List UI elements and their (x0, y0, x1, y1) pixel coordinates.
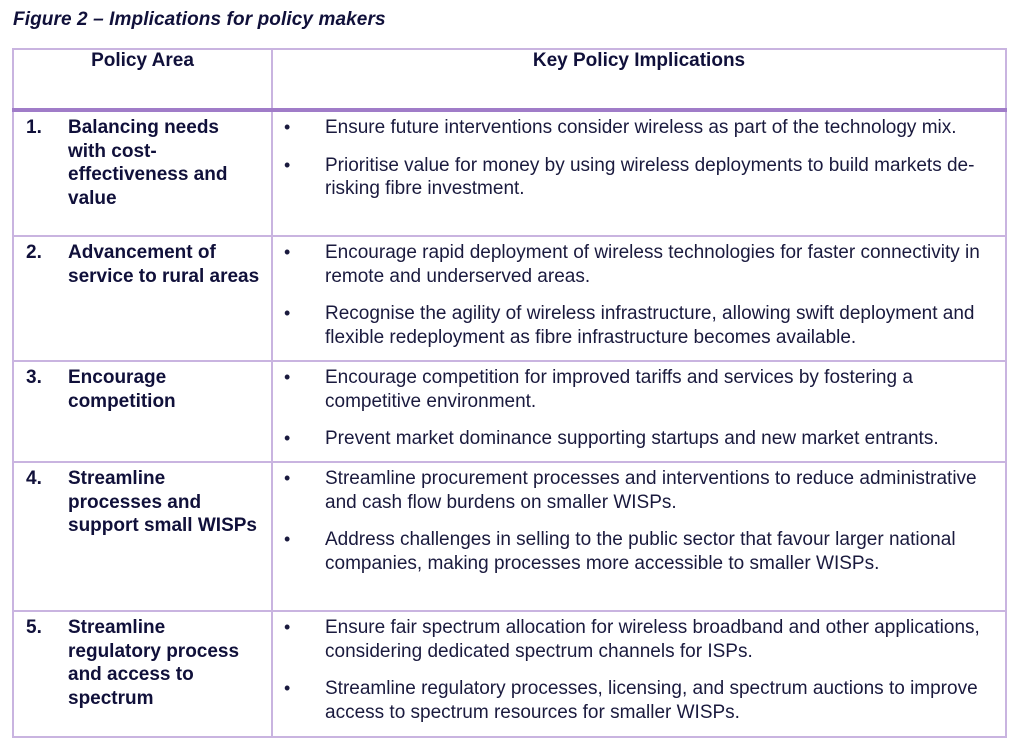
implication-text: Prevent market dominance supporting startups and new market entrants. (325, 428, 939, 449)
policy-area-cell (13, 611, 272, 737)
list-item (273, 528, 999, 575)
implication-text: Streamline regulatory processes, licensing, and spectrum auctions to improve access to spectrum resources for smaller WISPs. (325, 678, 978, 723)
bullet-icon: • (284, 303, 291, 323)
list-item (273, 241, 999, 288)
implications-list (273, 362, 1005, 451)
implication-text: Recognise the agility of wireless infrastructure, allowing swift deployment and flexible redeployment as fibre infrastructure becomes available. (325, 303, 975, 348)
implication-text: Prioritise value for money by using wireless deployments to build markets de-risking fibre investment. (325, 154, 975, 199)
policy-area-title: Streamline regulatory process and access to spectrum (68, 617, 240, 709)
bullet-icon: • (284, 428, 291, 448)
table-row (13, 611, 1006, 737)
policy-area-title: Balancing needs with cost-effectiveness and value (68, 117, 228, 209)
list-item (273, 366, 999, 413)
list-item (273, 116, 999, 140)
implication-text: Ensure fair spectrum allocation for wireless broadband and other applications, considering dedicated spectrum channels for ISPs. (325, 617, 980, 662)
implication-text: Streamline procurement processes and interventions to reduce administrative and cash flow burdens on smaller WISPs. (325, 468, 977, 513)
implications-cell (272, 611, 1006, 737)
table-row (13, 236, 1006, 361)
list-item (273, 427, 999, 451)
implications-cell (272, 462, 1006, 611)
table-row (13, 361, 1006, 462)
bullet-icon: • (284, 617, 291, 637)
table-row (13, 110, 1006, 236)
implications-cell (272, 236, 1006, 361)
list-item (273, 154, 999, 201)
implications-cell (272, 110, 1006, 236)
implications-list (273, 237, 1005, 349)
figure-caption: Figure 2 – Implications for policy makers (13, 9, 386, 30)
implication-text: Encourage rapid deployment of wireless technologies for faster connectivity in remote and underserved areas. (325, 242, 980, 287)
table-row (13, 462, 1006, 611)
implications-cell (272, 361, 1006, 462)
bullet-icon: • (284, 154, 291, 175)
policy-area-title: Streamline processes and support small WISPs (68, 468, 257, 536)
policy-area-title: Advancement of service to rural areas (68, 242, 260, 287)
implication-text: Ensure future interventions consider wireless as part of the technology mix. (325, 117, 957, 138)
row-number: 4. (26, 468, 42, 489)
policy-area-cell (13, 361, 272, 462)
bullet-icon: • (284, 468, 291, 488)
implication-text: Address challenges in selling to the public sector that favour larger national companies, making processes more accessible to smaller WISPs. (325, 529, 956, 574)
policy-area-cell (13, 110, 272, 236)
bullet-icon: • (284, 367, 291, 387)
policy-area-cell (13, 462, 272, 611)
policy-area-title: Encourage competition (68, 367, 176, 412)
row-number: 3. (26, 367, 42, 388)
list-item (273, 302, 999, 349)
bullet-icon: • (284, 678, 291, 698)
implications-list (273, 612, 1005, 724)
row-number: 2. (26, 242, 42, 263)
bullet-icon: • (284, 242, 291, 262)
policy-area-cell (13, 236, 272, 361)
header-key-implications: Key Policy Implications (272, 49, 1006, 110)
list-item (273, 677, 999, 724)
implications-list (273, 463, 1005, 575)
row-number: 5. (26, 617, 42, 638)
implication-text: Encourage competition for improved tariffs and services by fostering a competitive environment. (325, 367, 913, 412)
bullet-icon: • (284, 117, 291, 137)
header-policy-area: Policy Area (13, 49, 272, 110)
list-item (273, 467, 999, 514)
row-number: 1. (26, 117, 42, 138)
policy-table (12, 48, 1007, 738)
list-item (273, 616, 999, 663)
header-row (13, 49, 1006, 110)
implications-list (273, 112, 1005, 201)
bullet-icon: • (284, 529, 291, 549)
